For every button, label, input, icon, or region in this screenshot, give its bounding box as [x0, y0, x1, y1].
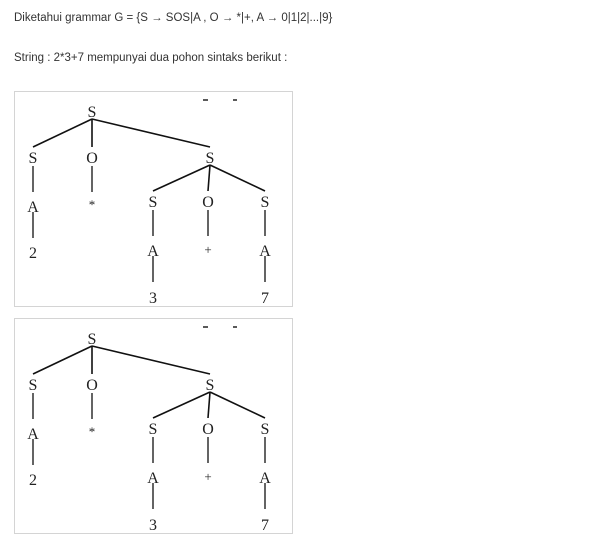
tree-edge	[92, 119, 210, 147]
tree-leaf-left-digit: 2	[29, 245, 37, 262]
tree-node-inner-operator: O	[202, 421, 214, 438]
tree-leaf-left-digit: 2	[29, 472, 37, 489]
tree-node-root: S	[87, 331, 97, 348]
tree-edge	[153, 392, 210, 418]
tree-edge	[208, 392, 210, 418]
tree-edge	[153, 165, 210, 191]
tree-node-right-s: S	[205, 377, 215, 394]
tree-node-inner-operator: O	[202, 194, 214, 211]
tree-node-right-s: S	[205, 150, 215, 167]
tree-node-inner-right-a: A	[259, 243, 271, 260]
syntax-tree-2	[14, 318, 293, 534]
tree-leaf-inner-operator-symbol: +	[204, 242, 212, 257]
tree-node-inner-right-a: A	[259, 470, 271, 487]
tree-leaf-inner-left-digit: 3	[149, 517, 157, 533]
string-description: String : 2*3+7 mempunyai dua pohon sintaks berikut :	[14, 52, 288, 64]
tree-leaf-inner-left-digit: 3	[149, 290, 157, 306]
tree-node-root: S	[87, 104, 97, 121]
tree-node-inner-right-s: S	[260, 421, 270, 438]
tree-edge	[210, 165, 265, 191]
tree-node-inner-left-s: S	[148, 421, 158, 438]
parse-tree-figure	[15, 92, 292, 306]
parse-tree-figure	[15, 319, 292, 533]
tree-node-inner-left-s: S	[148, 194, 158, 211]
tree-leaf-operator-symbol: *	[88, 424, 96, 439]
tree-edge	[33, 119, 92, 147]
tree-edge	[210, 392, 265, 418]
tree-node-operator: O	[86, 377, 98, 394]
tree-node-inner-left-a: A	[147, 470, 159, 487]
tree-node-inner-right-s: S	[260, 194, 270, 211]
tree-node-left-a: A	[27, 426, 39, 443]
tree-edge	[33, 346, 92, 374]
tree-node-operator: O	[86, 150, 98, 167]
tree-node-left-s: S	[28, 377, 38, 394]
grammar-definition: Diketahui grammar G = {S → SOS|A , O → *|+, A → 0|1|2|...|9}	[14, 12, 333, 24]
tree-node-inner-left-a: A	[147, 243, 159, 260]
tree-node-left-a: A	[27, 199, 39, 216]
tree-leaf-operator-symbol: *	[88, 197, 96, 212]
tree-leaf-inner-operator-symbol: +	[204, 469, 212, 484]
tree-leaf-inner-right-digit: 7	[261, 517, 269, 533]
tree-node-left-s: S	[28, 150, 38, 167]
tree-edge	[92, 346, 210, 374]
syntax-tree-1	[14, 91, 293, 307]
tree-edge	[208, 165, 210, 191]
tree-leaf-inner-right-digit: 7	[261, 290, 269, 306]
